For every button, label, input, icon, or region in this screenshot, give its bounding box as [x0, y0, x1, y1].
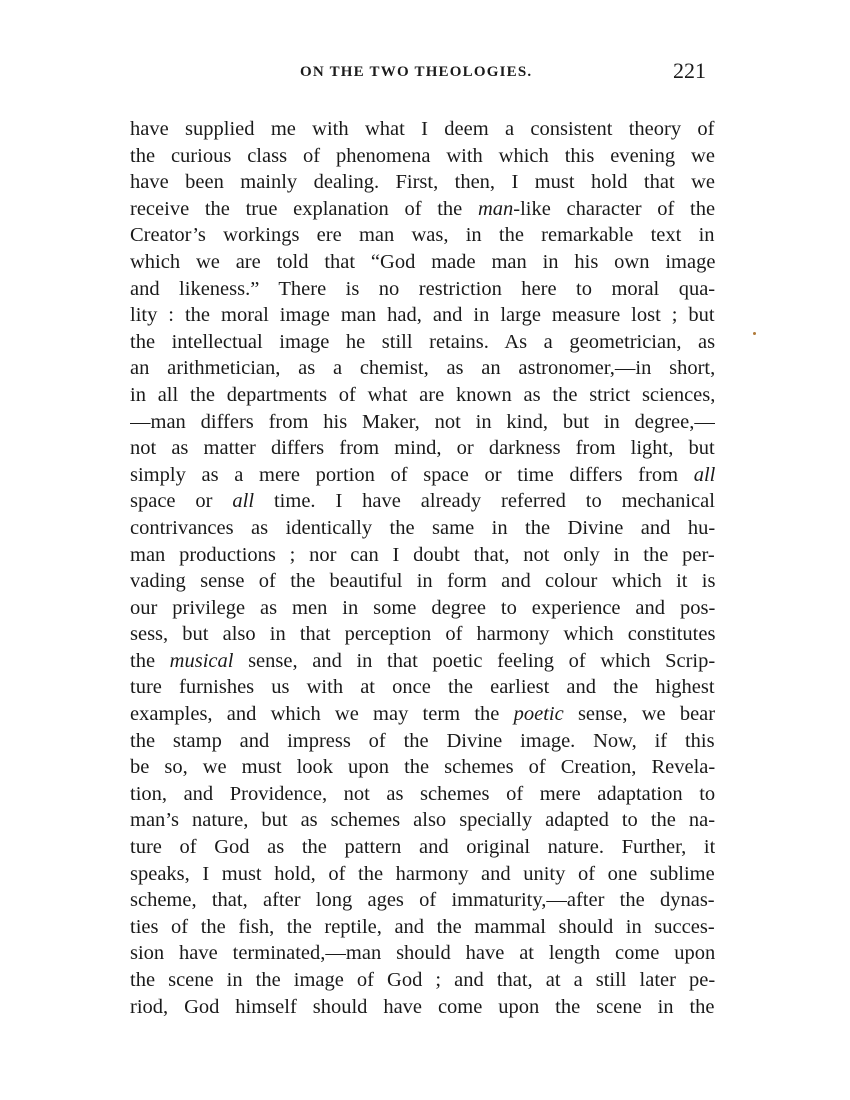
text-line	[130, 542, 715, 569]
text-line	[130, 940, 715, 967]
text-line	[130, 222, 715, 249]
page-number: 221	[673, 58, 706, 83]
text-line	[130, 249, 715, 276]
paper-speck	[753, 332, 756, 335]
text-line	[130, 568, 715, 595]
text-line	[130, 754, 715, 781]
text-line	[130, 488, 715, 515]
text-run: the intellectual image he still retains. As a geometrician, as	[130, 330, 715, 353]
text-line	[130, 329, 715, 356]
text-line	[130, 196, 715, 223]
italic-word: all	[232, 490, 255, 513]
text-line	[130, 861, 715, 888]
text-line	[130, 355, 715, 382]
text-run: ture of God as the pattern and original nature. Further, it	[130, 836, 715, 859]
text-run: the curious class of phenomena with which this evening we	[130, 144, 715, 167]
text-run: tion, and Providence, not as schemes of mere adaptation to	[130, 782, 715, 805]
text-run: man productions ; nor can I doubt that, not only in the per-	[130, 543, 715, 566]
text-run: man’s nature, but as schemes also specially adapted to the na-	[130, 809, 715, 832]
text-run: time. I have already referred to mechanical	[254, 490, 715, 513]
text-run: not as matter differs from mind, or darkness from light, but	[130, 437, 715, 460]
text-run: lity : the moral image man had, and in large measure lost ; but	[130, 304, 715, 327]
text-line	[130, 648, 715, 675]
text-line	[130, 807, 715, 834]
text-line	[130, 435, 715, 462]
text-line	[130, 116, 715, 143]
italic-word: all	[693, 463, 715, 486]
text-line	[130, 994, 715, 1021]
text-run: which we are told that “God made man in his own image	[130, 250, 715, 273]
text-run: vading sense of the beautiful in form and colour which it is	[130, 570, 715, 593]
text-line	[130, 302, 715, 329]
text-run: ture furnishes us with at once the earliest and the highest	[130, 676, 715, 699]
text-line	[130, 515, 715, 542]
text-run: the	[130, 649, 170, 672]
text-run: have been mainly dealing. First, then, I must hold that we	[130, 171, 715, 194]
text-line	[130, 914, 715, 941]
text-line	[130, 595, 715, 622]
text-run: in all the departments of what are known as the strict sciences,	[130, 383, 715, 406]
text-line	[130, 143, 715, 170]
text-line	[130, 967, 715, 994]
text-run: sense, and in that poetic feeling of which Scrip-	[233, 649, 715, 672]
body-text	[130, 116, 715, 1020]
text-run: speaks, I must hold, of the harmony and unity of one sublime	[130, 862, 715, 885]
running-head: ON THE TWO THEOLOGIES.	[300, 64, 533, 80]
italic-word: poetic	[513, 703, 564, 726]
text-run: examples, and which we may term the	[130, 703, 514, 726]
text-run: have supplied me with what I deem a consistent theory of	[130, 118, 715, 140]
text-run: simply as a mere portion of space or time differs from	[130, 463, 694, 486]
text-run: riod, God himself should have come upon the scene in the	[130, 995, 715, 1018]
text-line	[130, 887, 715, 914]
text-line	[130, 169, 715, 196]
text-run: -like character of the	[513, 197, 715, 220]
text-line	[130, 781, 715, 808]
text-run: sion have terminated,—man should have at length come upon	[130, 942, 715, 965]
text-run: be so, we must look upon the schemes of Creation, Revela-	[130, 756, 715, 779]
italic-word: musical	[169, 649, 234, 672]
text-run: scheme, that, after long ages of immaturity,—after the dynas-	[130, 889, 715, 912]
text-line	[130, 409, 715, 436]
italic-word: man	[477, 197, 514, 220]
text-run: sess, but also in that perception of harmony which constitutes	[130, 623, 715, 646]
text-line	[130, 382, 715, 409]
text-line	[130, 621, 715, 648]
text-run: and likeness.” There is no restriction here to moral qua-	[130, 277, 715, 300]
text-run: contrivances as identically the same in the Divine and hu-	[130, 516, 715, 539]
text-line	[130, 462, 715, 489]
text-run: ties of the fish, the reptile, and the mammal should in succes-	[130, 915, 715, 938]
text-line	[130, 674, 715, 701]
text-run: the scene in the image of God ; and that, at a still later pe-	[130, 969, 715, 991]
text-line	[130, 276, 715, 303]
text-line	[130, 834, 715, 861]
text-line	[130, 728, 715, 755]
text-run: —man differs from his Maker, not in kind, but in degree,—	[130, 410, 715, 433]
text-run: our privilege as men in some degree to experience and pos-	[130, 596, 715, 619]
text-run: space or	[130, 490, 233, 513]
text-run: Creator’s workings ere man was, in the remarkable text in	[130, 224, 715, 247]
text-run: the stamp and impress of the Divine image. Now, if this	[130, 729, 715, 752]
text-line	[130, 701, 715, 728]
text-run: an arithmetician, as a chemist, as an astronomer,—in short,	[130, 357, 715, 380]
text-run: receive the true explanation of the	[130, 197, 478, 220]
text-run: sense, we bear	[563, 703, 715, 726]
